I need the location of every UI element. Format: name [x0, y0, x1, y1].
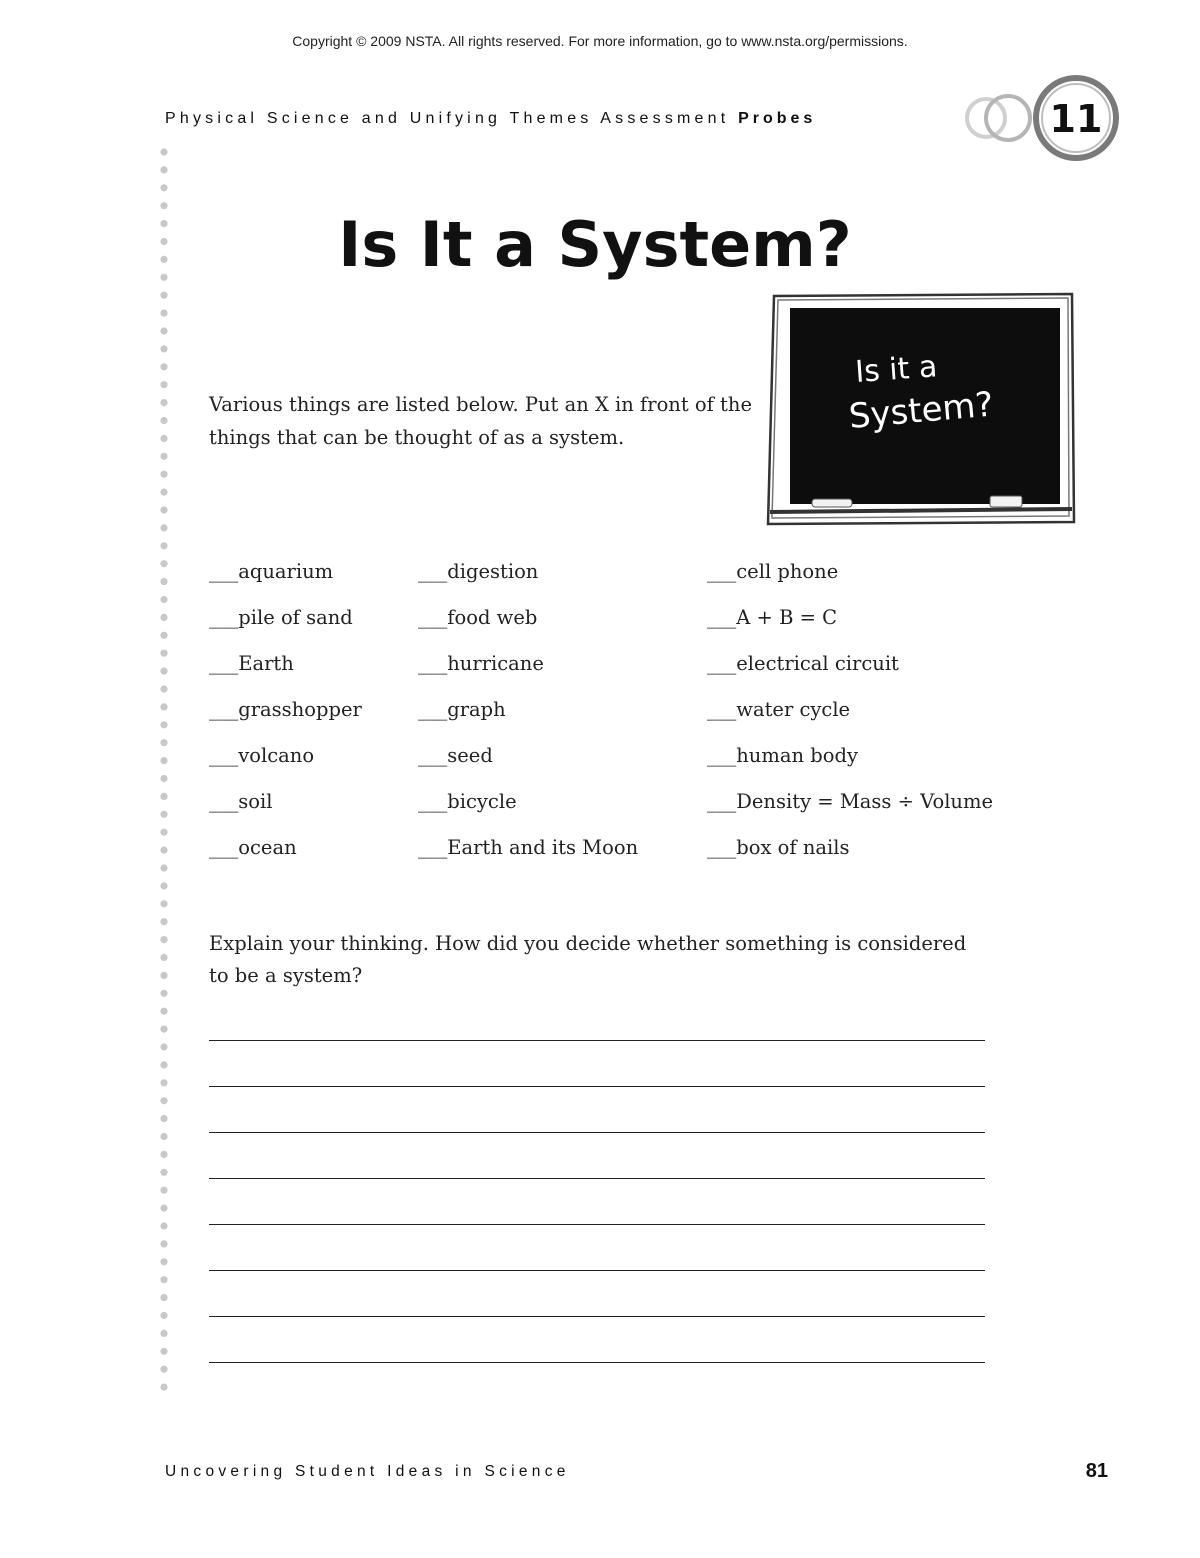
checklist-item[interactable]: [418, 560, 538, 583]
margin-dot: [160, 1043, 167, 1050]
margin-dot: [160, 829, 167, 836]
margin-dot: [160, 900, 167, 907]
checklist-item-label: hurricane: [447, 652, 544, 675]
margin-dot: [160, 990, 167, 997]
answer-line[interactable]: [209, 1224, 985, 1225]
margin-dot: [160, 274, 167, 281]
margin-dot: [160, 703, 167, 710]
margin-dot: [160, 1026, 167, 1033]
checkbox-blank[interactable]: ___: [707, 790, 737, 813]
margin-dot: [160, 954, 167, 961]
badge-ring-middle: [986, 96, 1030, 140]
checklist-item-label: bicycle: [447, 790, 517, 813]
margin-dot: [160, 793, 167, 800]
margin-dot: [160, 1169, 167, 1176]
margin-dot: [160, 310, 167, 317]
checkbox-blank[interactable]: ___: [209, 606, 239, 629]
checklist-item-label: aquarium: [238, 560, 334, 583]
margin-dot: [160, 578, 167, 585]
probe-number: 11: [1049, 97, 1103, 141]
probe-number-badge: [960, 72, 1130, 164]
checklist-item-label: seed: [447, 744, 493, 767]
margin-dot: [160, 739, 167, 746]
checkbox-blank[interactable]: ___: [209, 560, 239, 583]
checklist-item[interactable]: [418, 836, 638, 859]
answer-line[interactable]: [209, 1132, 985, 1133]
margin-dot: [160, 1008, 167, 1015]
margin-dot: [160, 506, 167, 513]
checklist-item-label: volcano: [238, 744, 315, 767]
checklist-item-label: Earth: [238, 652, 294, 675]
margin-dot: [160, 399, 167, 406]
checkbox-blank[interactable]: ___: [209, 836, 239, 859]
margin-dot: [160, 435, 167, 442]
answer-lines[interactable]: [209, 1010, 985, 1370]
margin-dot: [160, 1097, 167, 1104]
checkbox-blank[interactable]: ___: [418, 560, 448, 583]
margin-dot: [160, 238, 167, 245]
margin-dot: [160, 614, 167, 621]
margin-dot: [160, 972, 167, 979]
margin-dot: [160, 148, 167, 155]
series-title-bold: Probes: [738, 110, 817, 127]
checklist-item[interactable]: [418, 698, 506, 721]
margin-dot: [160, 1384, 167, 1391]
checklist-item[interactable]: [209, 560, 333, 583]
checkbox-blank[interactable]: ___: [418, 790, 448, 813]
margin-dot: [160, 1312, 167, 1319]
checklist-item[interactable]: [707, 560, 838, 583]
margin-dot: [160, 202, 167, 209]
answer-line[interactable]: [209, 1086, 985, 1087]
margin-dot: [160, 1151, 167, 1158]
answer-line[interactable]: [209, 1316, 985, 1317]
checklist-item-label: food web: [447, 606, 538, 629]
checklist-item[interactable]: [418, 652, 544, 675]
chalkboard-illustration: [764, 290, 1078, 526]
chalk-text-line2: System?: [847, 384, 996, 437]
answer-line[interactable]: [209, 1362, 985, 1363]
margin-dot: [160, 1205, 167, 1212]
checkbox-blank[interactable]: ___: [707, 560, 737, 583]
checklist-item[interactable]: [418, 790, 517, 813]
margin-dot: [160, 489, 167, 496]
checklist-item-label: A + B = C: [736, 606, 838, 629]
margin-dot: [160, 1366, 167, 1373]
margin-dot: [160, 1079, 167, 1086]
checkbox-blank[interactable]: ___: [707, 744, 737, 767]
page-title: Is It a System?: [338, 208, 852, 281]
margin-dot: [160, 417, 167, 424]
series-running-head: [165, 110, 816, 128]
margin-dot: [160, 1222, 167, 1229]
margin-dot: [160, 757, 167, 764]
checkbox-blank[interactable]: ___: [418, 606, 448, 629]
checkbox-blank[interactable]: ___: [707, 698, 737, 721]
answer-line[interactable]: [209, 1178, 985, 1179]
margin-dot: [160, 1240, 167, 1247]
checklist-item-label: box of nails: [736, 836, 850, 859]
chalk-text-line1: Is it a: [854, 349, 939, 390]
chalk-piece: [812, 499, 852, 507]
margin-dot: [160, 345, 167, 352]
margin-dot: [160, 1061, 167, 1068]
margin-dot: [160, 936, 167, 943]
checkbox-blank[interactable]: ___: [209, 652, 239, 675]
checkbox-blank[interactable]: ___: [707, 652, 737, 675]
answer-line[interactable]: [209, 1040, 985, 1041]
explain-prompt: Explain your thinking. How did you decide whether something is considered to be a system?: [209, 932, 967, 987]
checklist-item[interactable]: [418, 606, 537, 629]
checklist-item[interactable]: [209, 606, 353, 629]
checkbox-blank[interactable]: ___: [209, 698, 239, 721]
checklist-item[interactable]: [707, 606, 837, 629]
margin-dot: [160, 381, 167, 388]
checkbox-blank[interactable]: ___: [209, 744, 239, 767]
instructions-text: Various things are listed below. Put an X in front of the things that can be thought of as a system.: [209, 393, 752, 449]
margin-dot: [160, 668, 167, 675]
margin-dot: [160, 220, 167, 227]
checklist-item[interactable]: [707, 836, 850, 859]
margin-dot: [160, 1330, 167, 1337]
checklist-item-label: grasshopper: [238, 698, 362, 721]
margin-dot: [160, 1294, 167, 1301]
margin-dot: [160, 1133, 167, 1140]
margin-dot: [160, 847, 167, 854]
copyright-notice: Copyright © 2009 NSTA. All rights reserved. For more information, go to www.nsta.org/permissions.: [292, 33, 908, 49]
margin-dot: [160, 918, 167, 925]
margin-dot: [160, 363, 167, 370]
answer-line[interactable]: [209, 1270, 985, 1271]
checklist-item[interactable]: [209, 652, 294, 675]
margin-dot: [160, 471, 167, 478]
margin-dot: [160, 560, 167, 567]
checkbox-blank[interactable]: ___: [418, 652, 448, 675]
margin-dot: [160, 1187, 167, 1194]
checklist-item-label: Density = Mass ÷ Volume: [736, 790, 994, 813]
margin-dot: [160, 596, 167, 603]
margin-dot: [160, 166, 167, 173]
margin-dot: [160, 1258, 167, 1265]
checklist-item[interactable]: [209, 790, 272, 813]
margin-dot: [160, 1348, 167, 1355]
checklist-item-label: electrical circuit: [736, 652, 899, 675]
margin-dot: [160, 256, 167, 263]
margin-dot: [160, 864, 167, 871]
margin-dot: [160, 453, 167, 460]
checkbox-blank[interactable]: ___: [707, 606, 737, 629]
margin-dot: [160, 721, 167, 728]
margin-dot: [160, 292, 167, 299]
checklist-item-label: graph: [447, 698, 506, 721]
margin-dot: [160, 327, 167, 334]
checkbox-blank[interactable]: ___: [209, 790, 239, 813]
checklist-item[interactable]: [209, 744, 314, 767]
margin-dot: [160, 1115, 167, 1122]
checkbox-blank[interactable]: ___: [707, 836, 737, 859]
checklist-item[interactable]: [209, 698, 362, 721]
checkbox-blank[interactable]: ___: [418, 698, 448, 721]
margin-dot: [160, 632, 167, 639]
margin-dot: [160, 542, 167, 549]
margin-dot-rule: [158, 146, 170, 1396]
checklist-item-label: water cycle: [736, 698, 851, 721]
checklist-item-label: pile of sand: [238, 606, 353, 629]
page-number: 81: [1085, 1460, 1108, 1482]
checklist-item[interactable]: [707, 744, 858, 767]
checkbox-blank[interactable]: ___: [418, 744, 448, 767]
footer-book-title: Uncovering Student Ideas in Science: [165, 1463, 570, 1480]
checklist-item[interactable]: [418, 744, 493, 767]
checklist-item-label: digestion: [447, 560, 539, 583]
checklist-item-label: soil: [238, 790, 273, 813]
margin-dot: [160, 685, 167, 692]
margin-dot: [160, 775, 167, 782]
checklist-item-label: human body: [736, 744, 858, 767]
checklist-item-label: cell phone: [736, 560, 839, 583]
checkbox-blank[interactable]: ___: [418, 836, 448, 859]
checklist-item-label: Earth and its Moon: [447, 836, 639, 859]
margin-dot: [160, 1276, 167, 1283]
margin-dot: [160, 882, 167, 889]
eraser: [990, 496, 1022, 507]
checklist-item[interactable]: [707, 652, 899, 675]
checklist-item[interactable]: [707, 790, 993, 813]
checklist-item[interactable]: [209, 836, 297, 859]
checklist-item[interactable]: [707, 698, 850, 721]
margin-dot: [160, 524, 167, 531]
series-title: Physical Science and Unifying Themes Assessment: [165, 110, 730, 127]
checklist-item-label: ocean: [238, 836, 297, 859]
margin-dot: [160, 184, 167, 191]
margin-dot: [160, 650, 167, 657]
margin-dot: [160, 811, 167, 818]
item-checklist: [209, 560, 999, 880]
